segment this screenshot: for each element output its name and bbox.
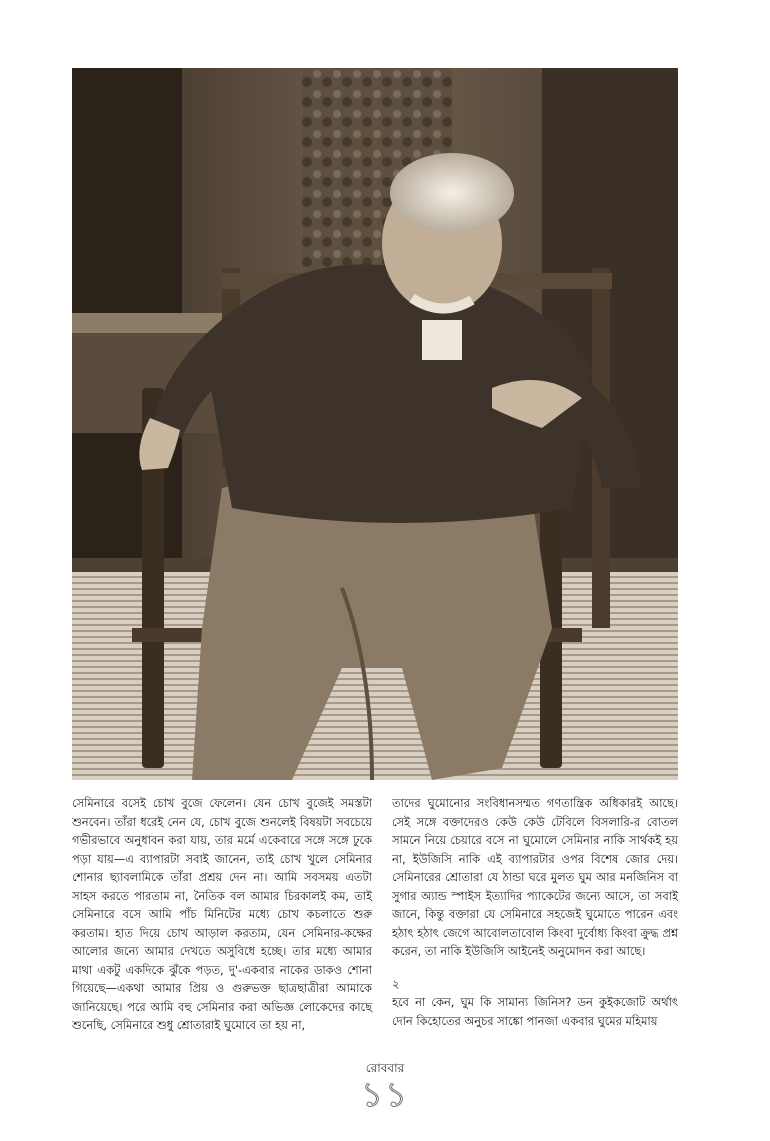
section-number: ২ (392, 976, 400, 991)
article-paragraph: সেমিনারে বসেই চোখ বুজে ফেলেন। যেন চোখ বুজেই সমস্তটা শুনবেন। তাঁরা ধরেই নেন যে, চোখ বুজে শুনলেই বিষয়টা সবচেয়ে গভীরভাবে অনুধাবন করা যায়, তার মর্মে একেবারে সঙ্গে সঙ্গে ঢুকে পড়া যায়—এ ব্যাপারটা সবাই জানেন, তাই চোখ খুলে সেমিনার শোনার ছ্যাবলামিকে তাঁরা প্রশ্রয় দেন না। আমি সবসময় এতটা সাহস করতে পারতাম না, নৈতিক বল আমার চিরকালই কম, তাই সেমিনারে বসে আমি পাঁচ মিনিটের মধ্যে চোখ কচলাতে শুরু করতাম। হাত দিয়ে চোখ আড়াল করতাম, যেন সেমিনার-কক্ষের আলোর জন্যে আমার দেখতে অসুবিধে হচ্ছে। তার মধ্যে আমার মাথা একটু একদিকে ঝুঁকে পড়ত, দু'-একবার নাকের ডাকও শোনা গিয়েছে—একথা আমার প্রিয় ও গুরুভক্ত ছাত্রছাত্রীরা আমাকে জানিয়েছে। পরে আমি বহু সেমিনার করা অভিজ্ঞ লোকেদের কাছে শুনেছি, সেমিনারে শুধু শ্রোতারাই ঘুমোবে তা হয় না, (72, 796, 372, 1032)
page-number: ১১ (360, 1075, 410, 1115)
photograph-sleeping-man (72, 68, 678, 780)
article-paragraph: হবে না কেন, ঘুম কি সামান্য জিনিস? ডন কুইকজোট অর্থাৎ দোন কিহোতের অনুচর সাঙ্কো পানজা একবার ঘুমের মহিমায় (392, 995, 678, 1028)
article-column-left (72, 794, 372, 1035)
old-man-asleep-in-chair-icon (72, 68, 678, 780)
article-paragraph: তাদের ঘুমোনোর সংবিধানসম্মত গণতান্ত্রিক অধিকারই আছে। সেই সঙ্গে বক্তাদেরও কেউ কেউ টেবিলে বিসলারি-র বোতল সামনে নিয়ে চেয়ারে বসে না ঘুমোলে সেমিনার নাকি সার্থকই হয় না, ইউজিসি নাকি এই ব্যাপারটার ওপর বিশেষ জোর দেয়। সেমিনারের শ্রোতারা যে ঠান্ডা ঘরে মুলত ঘুম আর মনজিনিস বা সুগার অ্যান্ড স্পাইস ইত্যাদির প্যাকেটের জন্যে আসে, তা সবাই জানে, কিন্তু বক্তারা যে সেমিনারে সহজেই ঘুমোতে পারেন এবং হঠাৎ হঠাৎ জেগে আবোলতাবোল কিংবা দুর্বোধ্য কিংবা ক্রুদ্ধ প্রশ্ন করেন, তা নাকি ইউজিসি আইনেই অনুমোদন করা আছে। (392, 796, 678, 958)
magazine-name: রোববার (365, 1061, 405, 1075)
page-footer (0, 1060, 770, 1115)
article-column-right (392, 794, 678, 1030)
